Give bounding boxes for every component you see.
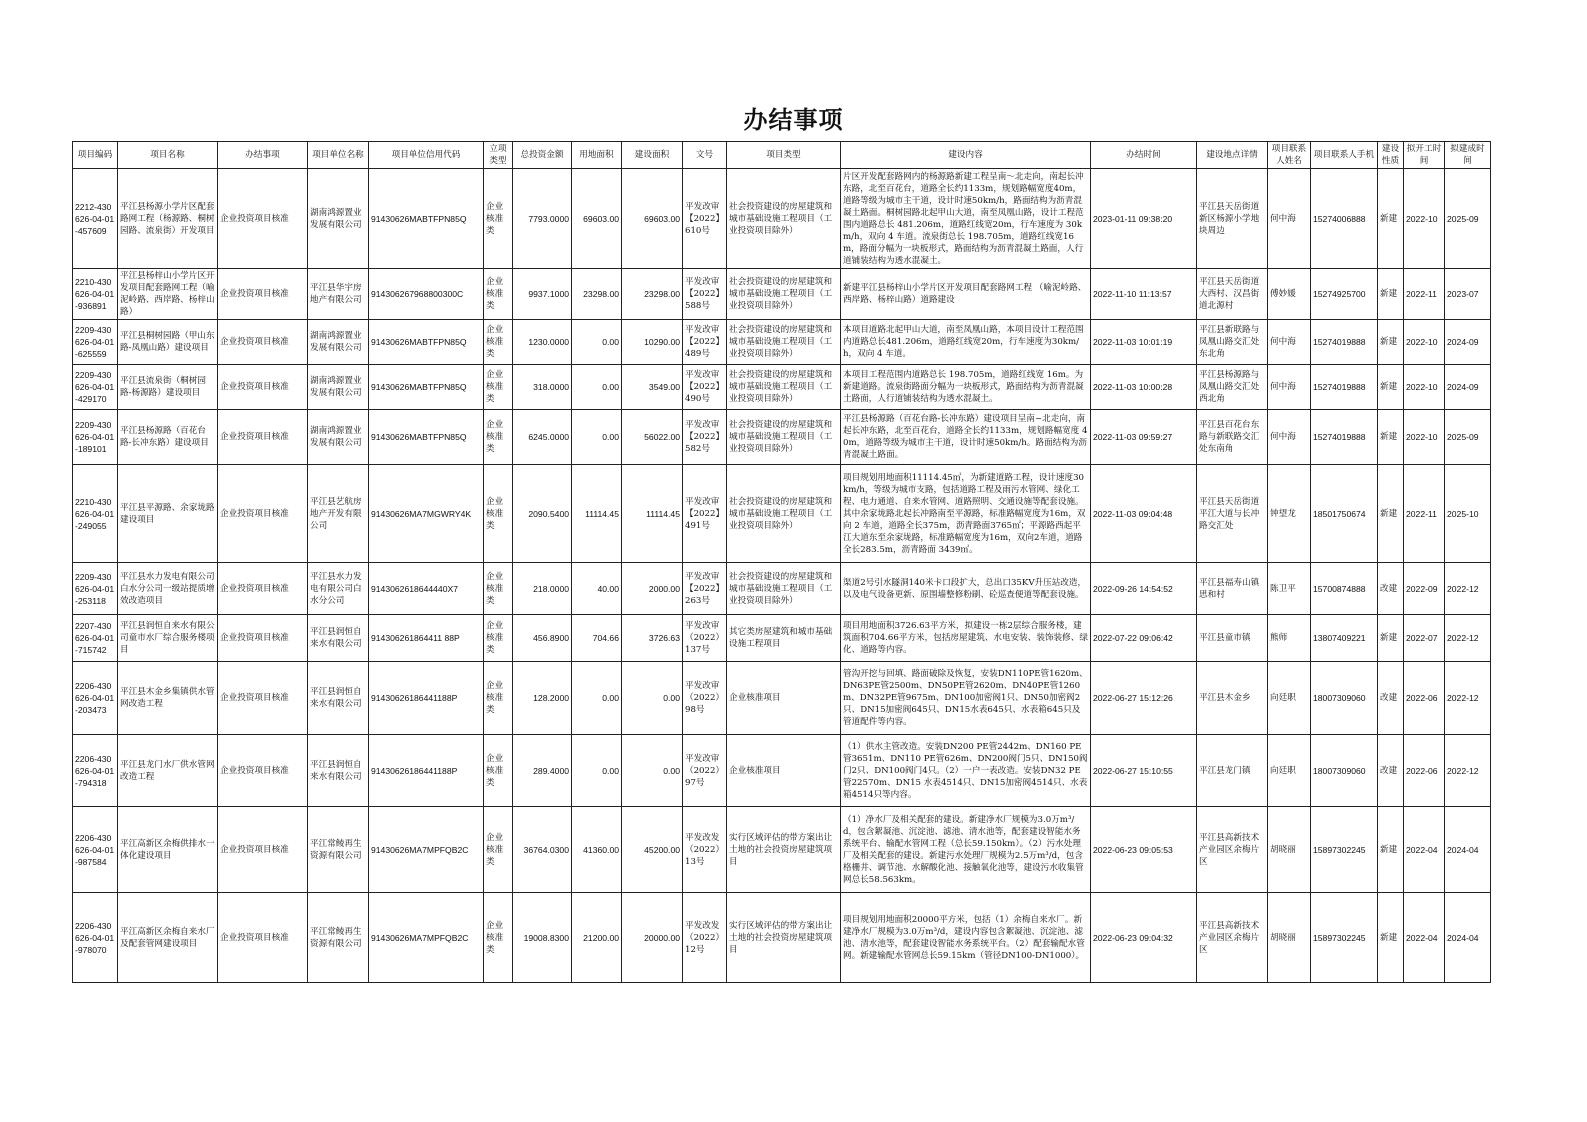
table-row <box>73 735 1491 807</box>
header-content: 建设内容 <box>841 142 1091 169</box>
cell-content: 项目规划用地面积20000平方米，包括（1）余梅自来水厂。新建净水厂规模为3.0万m³/d，建设内容包含絮凝池、沉淀池、滤池、清水池等，配套建设智能水务系统平台。（2）配套输配水管网。新建输配水管网总长59.15km（管径DN100-DN1000）。 <box>841 893 1091 983</box>
cell-phone: 15700874888 <box>1311 563 1378 615</box>
cell-unit-name: 平江县润恒自来水有限公司 <box>308 615 369 662</box>
cell-done-time: 2022-11-03 09:04:48 <box>1091 465 1197 563</box>
header-unit-name: 项目单位名称 <box>308 142 369 169</box>
table-row <box>73 169 1491 269</box>
cell-credit-code: 914306267968800300C <box>369 269 484 320</box>
cell-land-area: 0.00 <box>572 365 622 410</box>
cell-doc-no: 平发改发（2022）12号 <box>683 893 727 983</box>
cell-done-time: 2022-06-23 09:05:53 <box>1091 807 1197 893</box>
cell-nature: 新建 <box>1378 410 1404 465</box>
cell-approval-type: 企业核准类 <box>484 465 513 563</box>
cell-contact: 钟望龙 <box>1268 465 1311 563</box>
cell-approval-type: 企业核准类 <box>484 410 513 465</box>
cell-start: 2022-11 <box>1404 465 1445 563</box>
cell-credit-code: 91430626MABTFPN85Q <box>369 410 484 465</box>
cell-done-time: 2022-11-10 11:13:57 <box>1091 269 1197 320</box>
header-done-time: 办结时间 <box>1091 142 1197 169</box>
cell-project-code: 2206-430626-04-01-794318 <box>73 735 118 807</box>
header-start: 拟开工时间 <box>1404 142 1445 169</box>
cell-start: 2022-06 <box>1404 662 1445 735</box>
header-build-area: 建设面积 <box>622 142 683 169</box>
cell-contact: 何中海 <box>1268 320 1311 365</box>
cell-investment: 128.2000 <box>513 662 572 735</box>
cell-matter: 企业投资项目核准 <box>218 410 308 465</box>
cell-doc-no: 平发改审（2022）98号 <box>683 662 727 735</box>
cell-content: 平江县杨源路（百花台路-长冲东路）建设项目呈南~北走向，南起长冲东路，北至百花台，道路全长约1133m，规划路幅宽度 40m，道路等级为城市主干道，设计时速50km/h。路面结构为沥青混凝土路面。 <box>841 410 1091 465</box>
cell-doc-no: 平发改发（2022）13号 <box>683 807 727 893</box>
cell-matter: 企业投资项目核准 <box>218 615 308 662</box>
cell-unit-name: 平江常鲮再生资源有限公司 <box>308 893 369 983</box>
cell-done-time: 2022-09-26 14:54:52 <box>1091 563 1197 615</box>
table-row <box>73 365 1491 410</box>
cell-nature: 新建 <box>1378 465 1404 563</box>
cell-project-name: 平江高新区余梅供排水一体化建设项目 <box>118 807 218 893</box>
cell-approval-type: 企业核准类 <box>484 662 513 735</box>
cell-content: 项目规划用地面积11114.45㎡，为新建道路工程，设计速度30km/h，等级为城市支路，包括道路工程及雨污水管网、绿化工程、电力通道、自来水管网、道路照明、交通设施等配套设施。其中余家垅路北起长冲路南至平源路，标准路幅宽度为16m，双向 2 车道，道路全长375m，沥青路面3765㎡；平源路西起平江大道东至余家垅路，标准路幅宽度为16m，双向2车道，道路全长283.5m，沥青路面 3439㎡。 <box>841 465 1091 563</box>
cell-phone: 15897302245 <box>1311 807 1378 893</box>
cell-build-area: 2000.00 <box>622 563 683 615</box>
cell-nature: 新建 <box>1378 169 1404 269</box>
table-row <box>73 807 1491 893</box>
cell-matter: 企业投资项目核准 <box>218 807 308 893</box>
cell-contact: 陈卫平 <box>1268 563 1311 615</box>
header-matter: 办结事项 <box>218 142 308 169</box>
cell-phone: 15897302245 <box>1311 893 1378 983</box>
cell-content: （1）供水主管改造。安装DN200 PE管2442m、DN160 PE管3651m、DN110 PE管626m、DN200阀门5只、DN150阀门2只、DN100阀门4只。（2）一户一表改造。安装DN32 PE管22570m、DN15 水表4514只、DN15加密阀4514只、水表箱4514只等内容。 <box>841 735 1091 807</box>
cell-credit-code: 91430626MA7MPFQB2C <box>369 893 484 983</box>
cell-start: 2022-04 <box>1404 807 1445 893</box>
cell-location: 平江县福寿山镇思和村 <box>1197 563 1268 615</box>
cell-nature: 改建 <box>1378 662 1404 735</box>
cell-phone: 15274925700 <box>1311 269 1378 320</box>
cell-location: 平江县木金乡 <box>1197 662 1268 735</box>
cell-end: 2024-09 <box>1445 320 1491 365</box>
cell-unit-name: 平江县水力发电有限公司白水分公司 <box>308 563 369 615</box>
header-location: 建设地点详情 <box>1197 142 1268 169</box>
completed-items-table <box>72 141 1491 983</box>
cell-contact: 何中海 <box>1268 169 1311 269</box>
cell-credit-code: 914306261864411 88P <box>369 615 484 662</box>
cell-end: 2024-04 <box>1445 807 1491 893</box>
cell-end: 2024-04 <box>1445 893 1491 983</box>
cell-nature: 新建 <box>1378 269 1404 320</box>
cell-location: 平江县新联路与凤凰山路交汇处东北角 <box>1197 320 1268 365</box>
header-approval-type: 立项类型 <box>484 142 513 169</box>
cell-doc-no: 平发改审【2022】491号 <box>683 465 727 563</box>
cell-content: （1）净水厂及相关配套的建设。新建净水厂规模为3.0万m³/d，包含絮凝池、沉淀池、滤池、清水池等，配套建设智能水务系统平台、输配水管网工程（总长59.150km）。（2）污水处理厂及相关配套的建设。新建污水处理厂规模为2.5万m³/d，包含格栅井、调节池、水解酸化池、接触氧化池等，建设污水收集管网总长58.563km。 <box>841 807 1091 893</box>
cell-build-area: 20000.00 <box>622 893 683 983</box>
cell-done-time: 2022-06-27 15:12:26 <box>1091 662 1197 735</box>
cell-project-name: 平江县杨源小学片区配套路网工程（杨源路、桐树园路、流泉街）开发项目 <box>118 169 218 269</box>
cell-end: 2025-09 <box>1445 169 1491 269</box>
cell-phone: 18007309060 <box>1311 662 1378 735</box>
header-contact: 项目联系人姓名 <box>1268 142 1311 169</box>
cell-investment: 36764.0300 <box>513 807 572 893</box>
cell-doc-no: 平发改审【2022】489号 <box>683 320 727 365</box>
cell-approval-type: 企业核准类 <box>484 563 513 615</box>
cell-investment: 218.0000 <box>513 563 572 615</box>
cell-start: 2022-10 <box>1404 410 1445 465</box>
cell-project-type: 社会投资建设的房屋建筑和城市基础设施工程项目（工业投资项目除外） <box>727 365 841 410</box>
cell-contact: 熊师 <box>1268 615 1311 662</box>
cell-start: 2022-10 <box>1404 365 1445 410</box>
cell-land-area: 0.00 <box>572 320 622 365</box>
table-row <box>73 465 1491 563</box>
cell-project-code: 2212-430626-04-01-457609 <box>73 169 118 269</box>
cell-build-area: 0.00 <box>622 735 683 807</box>
cell-unit-name: 平江县润恒自来水有限公司 <box>308 662 369 735</box>
cell-nature: 新建 <box>1378 320 1404 365</box>
cell-project-name: 平江县润恒自来水有限公司童市水厂综合服务楼项目 <box>118 615 218 662</box>
cell-start: 2022-07 <box>1404 615 1445 662</box>
cell-end: 2022-12 <box>1445 563 1491 615</box>
cell-project-type: 社会投资建设的房屋建筑和城市基础设施工程项目（工业投资项目除外） <box>727 320 841 365</box>
table-row <box>73 615 1491 662</box>
cell-nature: 改建 <box>1378 735 1404 807</box>
cell-matter: 企业投资项目核准 <box>218 563 308 615</box>
header-phone: 项目联系人手机 <box>1311 142 1378 169</box>
cell-credit-code: 91430626MA7MGWRY4K <box>369 465 484 563</box>
cell-investment: 7793.0000 <box>513 169 572 269</box>
table-row <box>73 563 1491 615</box>
cell-project-code: 2209-430626-04-01-189101 <box>73 410 118 465</box>
cell-project-type: 实行区域评估的带方案出让土地的社会投资房屋建筑项目 <box>727 893 841 983</box>
cell-contact: 向廷职 <box>1268 735 1311 807</box>
header-land-area: 用地面积 <box>572 142 622 169</box>
cell-build-area: 23298.00 <box>622 269 683 320</box>
cell-nature: 新建 <box>1378 615 1404 662</box>
header-nature: 建设性质 <box>1378 142 1404 169</box>
cell-end: 2025-10 <box>1445 465 1491 563</box>
cell-start: 2022-06 <box>1404 735 1445 807</box>
cell-content: 渠道2号引水隧洞140米卡口段扩大，总出口35KV升压站改造，以及电气设备更新、原围墙整修粉刷、砼巡查便道等配套设施。 <box>841 563 1091 615</box>
cell-matter: 企业投资项目核准 <box>218 893 308 983</box>
cell-credit-code: 9143062618644440X7 <box>369 563 484 615</box>
cell-contact: 何中海 <box>1268 410 1311 465</box>
table-row <box>73 269 1491 320</box>
cell-build-area: 45200.00 <box>622 807 683 893</box>
header-credit-code: 项目单位信用代码 <box>369 142 484 169</box>
cell-land-area: 0.00 <box>572 735 622 807</box>
cell-approval-type: 企业核准类 <box>484 169 513 269</box>
cell-project-type: 企业核准项目 <box>727 662 841 735</box>
cell-project-type: 社会投资建设的房屋建筑和城市基础设施工程项目（工业投资项目除外） <box>727 410 841 465</box>
cell-phone: 18007309060 <box>1311 735 1378 807</box>
cell-project-code: 2207-430626-04-01-715742 <box>73 615 118 662</box>
cell-build-area: 56022.00 <box>622 410 683 465</box>
cell-doc-no: 平发改审【2022】490号 <box>683 365 727 410</box>
cell-end: 2024-09 <box>1445 365 1491 410</box>
cell-land-area: 40.00 <box>572 563 622 615</box>
cell-project-type: 社会投资建设的房屋建筑和城市基础设施工程项目（工业投资项目除外） <box>727 269 841 320</box>
cell-phone: 13807409221 <box>1311 615 1378 662</box>
cell-credit-code: 91430626186441188P <box>369 662 484 735</box>
cell-build-area: 11114.45 <box>622 465 683 563</box>
cell-build-area: 69603.00 <box>622 169 683 269</box>
cell-matter: 企业投资项目核准 <box>218 465 308 563</box>
cell-land-area: 23298.00 <box>572 269 622 320</box>
cell-build-area: 0.00 <box>622 662 683 735</box>
cell-approval-type: 企业核准类 <box>484 269 513 320</box>
cell-location: 平江县百花台东路与新联路交汇处东南角 <box>1197 410 1268 465</box>
table-row <box>73 410 1491 465</box>
cell-approval-type: 企业核准类 <box>484 365 513 410</box>
cell-nature: 新建 <box>1378 893 1404 983</box>
cell-unit-name: 平江县艺航房地产开发有限公司 <box>308 465 369 563</box>
header-doc-no: 文号 <box>683 142 727 169</box>
cell-matter: 企业投资项目核准 <box>218 662 308 735</box>
cell-location: 平江县高新技术产业园区余梅片区 <box>1197 807 1268 893</box>
cell-investment: 1230.0000 <box>513 320 572 365</box>
cell-location: 平江县童市镇 <box>1197 615 1268 662</box>
cell-credit-code: 91430626MABTFPN85Q <box>369 365 484 410</box>
cell-project-type: 社会投资建设的房屋建筑和城市基础设施工程项目（工业投资项目除外） <box>727 169 841 269</box>
cell-project-name: 平江县流泉街（桐树园路-杨源路）建设项目 <box>118 365 218 410</box>
cell-investment: 318.0000 <box>513 365 572 410</box>
cell-done-time: 2022-06-27 15:10:55 <box>1091 735 1197 807</box>
cell-project-type: 社会投资建设的房屋建筑和城市基础设施工程项目（工业投资项目除外） <box>727 563 841 615</box>
cell-project-code: 2206-430626-04-01-978070 <box>73 893 118 983</box>
cell-credit-code: 91430626186441188P <box>369 735 484 807</box>
cell-project-name: 平江县平源路、余家垅路建设项目 <box>118 465 218 563</box>
cell-project-name: 平江县杨梓山小学片区开发项目配套路网工程（喻泥岭路、西岸路、杨梓山路） <box>118 269 218 320</box>
cell-end: 2025-09 <box>1445 410 1491 465</box>
cell-build-area: 3549.00 <box>622 365 683 410</box>
cell-land-area: 11114.45 <box>572 465 622 563</box>
cell-project-code: 2209-430626-04-01-253118 <box>73 563 118 615</box>
cell-unit-name: 湖南鸿源置业发展有限公司 <box>308 410 369 465</box>
cell-end: 2022-12 <box>1445 662 1491 735</box>
table-row <box>73 662 1491 735</box>
cell-end: 2023-07 <box>1445 269 1491 320</box>
cell-content: 管沟开挖与回填、路面破除及恢复，安装DN110PE管1620m、DN63PE管2500m、DN50PE管2620m、DN40PE管1260m、DN32PE管9675m、DN100加密阀1只、DN50加密阀2只、DN15加密阀645只、DN15水表645只、水表箱645只及管道配件等内容。 <box>841 662 1091 735</box>
cell-project-name: 平江高新区余梅自来水厂及配套管网建设项目 <box>118 893 218 983</box>
cell-end: 2022-12 <box>1445 615 1491 662</box>
cell-land-area: 21200.00 <box>572 893 622 983</box>
cell-matter: 企业投资项目核准 <box>218 320 308 365</box>
cell-matter: 企业投资项目核准 <box>218 269 308 320</box>
cell-content: 本项目道路北起甲山大道，南至凤凰山路，本项目设计工程范围内道路总长481.206m，道路红线宽20m，行车速度为30km/h，双向 4 车道。 <box>841 320 1091 365</box>
cell-phone: 15274019888 <box>1311 365 1378 410</box>
cell-project-type: 企业核准项目 <box>727 735 841 807</box>
cell-nature: 新建 <box>1378 365 1404 410</box>
cell-location: 平江县杨源路与凤凰山路交汇处西北角 <box>1197 365 1268 410</box>
cell-investment: 289.4000 <box>513 735 572 807</box>
cell-investment: 19008.8300 <box>513 893 572 983</box>
cell-approval-type: 企业核准类 <box>484 615 513 662</box>
cell-location: 平江县天岳街道新区杨源小学地块周边 <box>1197 169 1268 269</box>
cell-project-type: 社会投资建设的房屋建筑和城市基础设施工程项目（工业投资项目除外） <box>727 465 841 563</box>
cell-project-code: 2210-430626-04-01-936891 <box>73 269 118 320</box>
table-row <box>73 893 1491 983</box>
cell-contact: 胡晓丽 <box>1268 807 1311 893</box>
cell-investment: 9937.1000 <box>513 269 572 320</box>
cell-end: 2022-12 <box>1445 735 1491 807</box>
cell-unit-name: 湖南鸿源置业发展有限公司 <box>308 320 369 365</box>
cell-phone: 18501750674 <box>1311 465 1378 563</box>
cell-content: 本项目工程范围内道路总长 198.705m，道路红线宽 16m。为新建道路。流泉街路面分幅为一块板形式，路面结构为沥青混凝土路面，人行道铺装结构为透水混凝土。 <box>841 365 1091 410</box>
cell-build-area: 10290.00 <box>622 320 683 365</box>
cell-approval-type: 企业核准类 <box>484 320 513 365</box>
cell-project-code: 2210-430626-04-01-249055 <box>73 465 118 563</box>
cell-build-area: 3726.63 <box>622 615 683 662</box>
cell-contact: 傅妙媛 <box>1268 269 1311 320</box>
table-header-row <box>73 142 1491 169</box>
cell-location: 平江县龙门镇 <box>1197 735 1268 807</box>
cell-start: 2022-10 <box>1404 169 1445 269</box>
cell-credit-code: 91430626MABTFPN85Q <box>369 320 484 365</box>
cell-doc-no: 平发改审【2022】610号 <box>683 169 727 269</box>
cell-project-name: 平江县水力发电有限公司白水分公司一级站提质增效改造项目 <box>118 563 218 615</box>
cell-doc-no: 平发改审（2022）137号 <box>683 615 727 662</box>
cell-matter: 企业投资项目核准 <box>218 735 308 807</box>
cell-matter: 企业投资项目核准 <box>218 169 308 269</box>
cell-done-time: 2023-01-11 09:38:20 <box>1091 169 1197 269</box>
cell-approval-type: 企业核准类 <box>484 735 513 807</box>
header-project-code: 项目编码 <box>73 142 118 169</box>
cell-matter: 企业投资项目核准 <box>218 365 308 410</box>
cell-project-code: 2209-430626-04-01-625559 <box>73 320 118 365</box>
cell-location: 平江县天岳街道大西村、汉昌街道北源村 <box>1197 269 1268 320</box>
cell-approval-type: 企业核准类 <box>484 807 513 893</box>
cell-unit-name: 湖南鸿源置业发展有限公司 <box>308 365 369 410</box>
cell-unit-name: 湖南鸿源置业发展有限公司 <box>308 169 369 269</box>
cell-unit-name: 平江县润恒自来水有限公司 <box>308 735 369 807</box>
cell-project-code: 2206-430626-04-01-203473 <box>73 662 118 735</box>
header-investment: 总投资金额 <box>513 142 572 169</box>
cell-credit-code: 91430626MABTFPN85Q <box>369 169 484 269</box>
cell-nature: 改建 <box>1378 563 1404 615</box>
cell-contact: 胡晓丽 <box>1268 893 1311 983</box>
cell-investment: 6245.0000 <box>513 410 572 465</box>
table-row <box>73 320 1491 365</box>
cell-start: 2022-11 <box>1404 269 1445 320</box>
cell-doc-no: 平发改审【2022】582号 <box>683 410 727 465</box>
cell-project-name: 平江县桐树园路（甲山东路-凤凰山路）建设项目 <box>118 320 218 365</box>
cell-project-code: 2206-430626-04-01-987584 <box>73 807 118 893</box>
cell-content: 项目用地面积3726.63平方米，拟建设一栋2层综合服务楼，建筑面积704.66平方米，包括房屋建筑、水电安装、装饰装修、绿化、道路等内容。 <box>841 615 1091 662</box>
cell-content: 片区开发配套路网内的杨源路新建工程呈南～北走向，南起长冲东路，北至百花台，道路全长约1133m，规划路幅宽度40m，道路等级为城市主干道，设计时速50km/h，路面结构为沥青混凝土路面。桐树园路北起甲山大道，南至凤凰山路，设计工程范围内道路总长 481.206m，道路红线宽20m，行车速度为 30km/h，双向 4 车道。流泉街总长 198.705m，道路红线宽16m，路面分幅为一块板形式，路面结构为沥青混凝土路面，人行道铺装结构为透水混凝土。 <box>841 169 1091 269</box>
header-project-name: 项目名称 <box>118 142 218 169</box>
cell-project-type: 其它类房屋建筑和城市基础设施工程项目 <box>727 615 841 662</box>
cell-start: 2022-09 <box>1404 563 1445 615</box>
cell-doc-no: 平发改审【2022】588号 <box>683 269 727 320</box>
header-end: 拟建成时间 <box>1445 142 1491 169</box>
cell-contact: 何中海 <box>1268 365 1311 410</box>
cell-done-time: 2022-11-03 09:59:27 <box>1091 410 1197 465</box>
cell-done-time: 2022-07-22 09:06:42 <box>1091 615 1197 662</box>
cell-project-name: 平江县木金乡集镇供水管网改造工程 <box>118 662 218 735</box>
cell-land-area: 41360.00 <box>572 807 622 893</box>
cell-land-area: 0.00 <box>572 662 622 735</box>
cell-doc-no: 平发改审（2022）97号 <box>683 735 727 807</box>
cell-done-time: 2022-11-03 10:01:19 <box>1091 320 1197 365</box>
cell-approval-type: 企业核准类 <box>484 893 513 983</box>
cell-investment: 456.8900 <box>513 615 572 662</box>
cell-nature: 新建 <box>1378 807 1404 893</box>
cell-project-code: 2209-430626-04-01-429170 <box>73 365 118 410</box>
cell-done-time: 2022-11-03 10:00:28 <box>1091 365 1197 410</box>
cell-phone: 15274019888 <box>1311 410 1378 465</box>
cell-credit-code: 91430626MA7MPFQB2C <box>369 807 484 893</box>
cell-doc-no: 平发改审【2022】263号 <box>683 563 727 615</box>
cell-phone: 15274019888 <box>1311 320 1378 365</box>
cell-start: 2022-10 <box>1404 320 1445 365</box>
cell-start: 2022-04 <box>1404 893 1445 983</box>
cell-contact: 向廷职 <box>1268 662 1311 735</box>
cell-project-name: 平江县杨源路（百花台路-长冲东路）建设项目 <box>118 410 218 465</box>
cell-location: 平江县高新技术产业园区余梅片区 <box>1197 893 1268 983</box>
cell-land-area: 69603.00 <box>572 169 622 269</box>
cell-project-name: 平江县龙门水厂供水管网改造工程 <box>118 735 218 807</box>
cell-project-type: 实行区域评估的带方案出让土地的社会投资房屋建筑项目 <box>727 807 841 893</box>
cell-done-time: 2022-06-23 09:04:32 <box>1091 893 1197 983</box>
cell-unit-name: 平江县华宇房地产有限公司 <box>308 269 369 320</box>
cell-location: 平江县天岳街道平江大道与长冲路交汇处 <box>1197 465 1268 563</box>
cell-land-area: 0.00 <box>572 410 622 465</box>
cell-content: 新建平江县杨梓山小学片区开发项目配套路网工程 （喻泥岭路、西岸路、杨梓山路）道路建设 <box>841 269 1091 320</box>
cell-phone: 15274006888 <box>1311 169 1378 269</box>
cell-land-area: 704.66 <box>572 615 622 662</box>
header-project-type: 项目类型 <box>727 142 841 169</box>
cell-investment: 2090.5400 <box>513 465 572 563</box>
cell-unit-name: 平江常鲮再生资源有限公司 <box>308 807 369 893</box>
page-title: 办结事项 <box>743 105 844 134</box>
